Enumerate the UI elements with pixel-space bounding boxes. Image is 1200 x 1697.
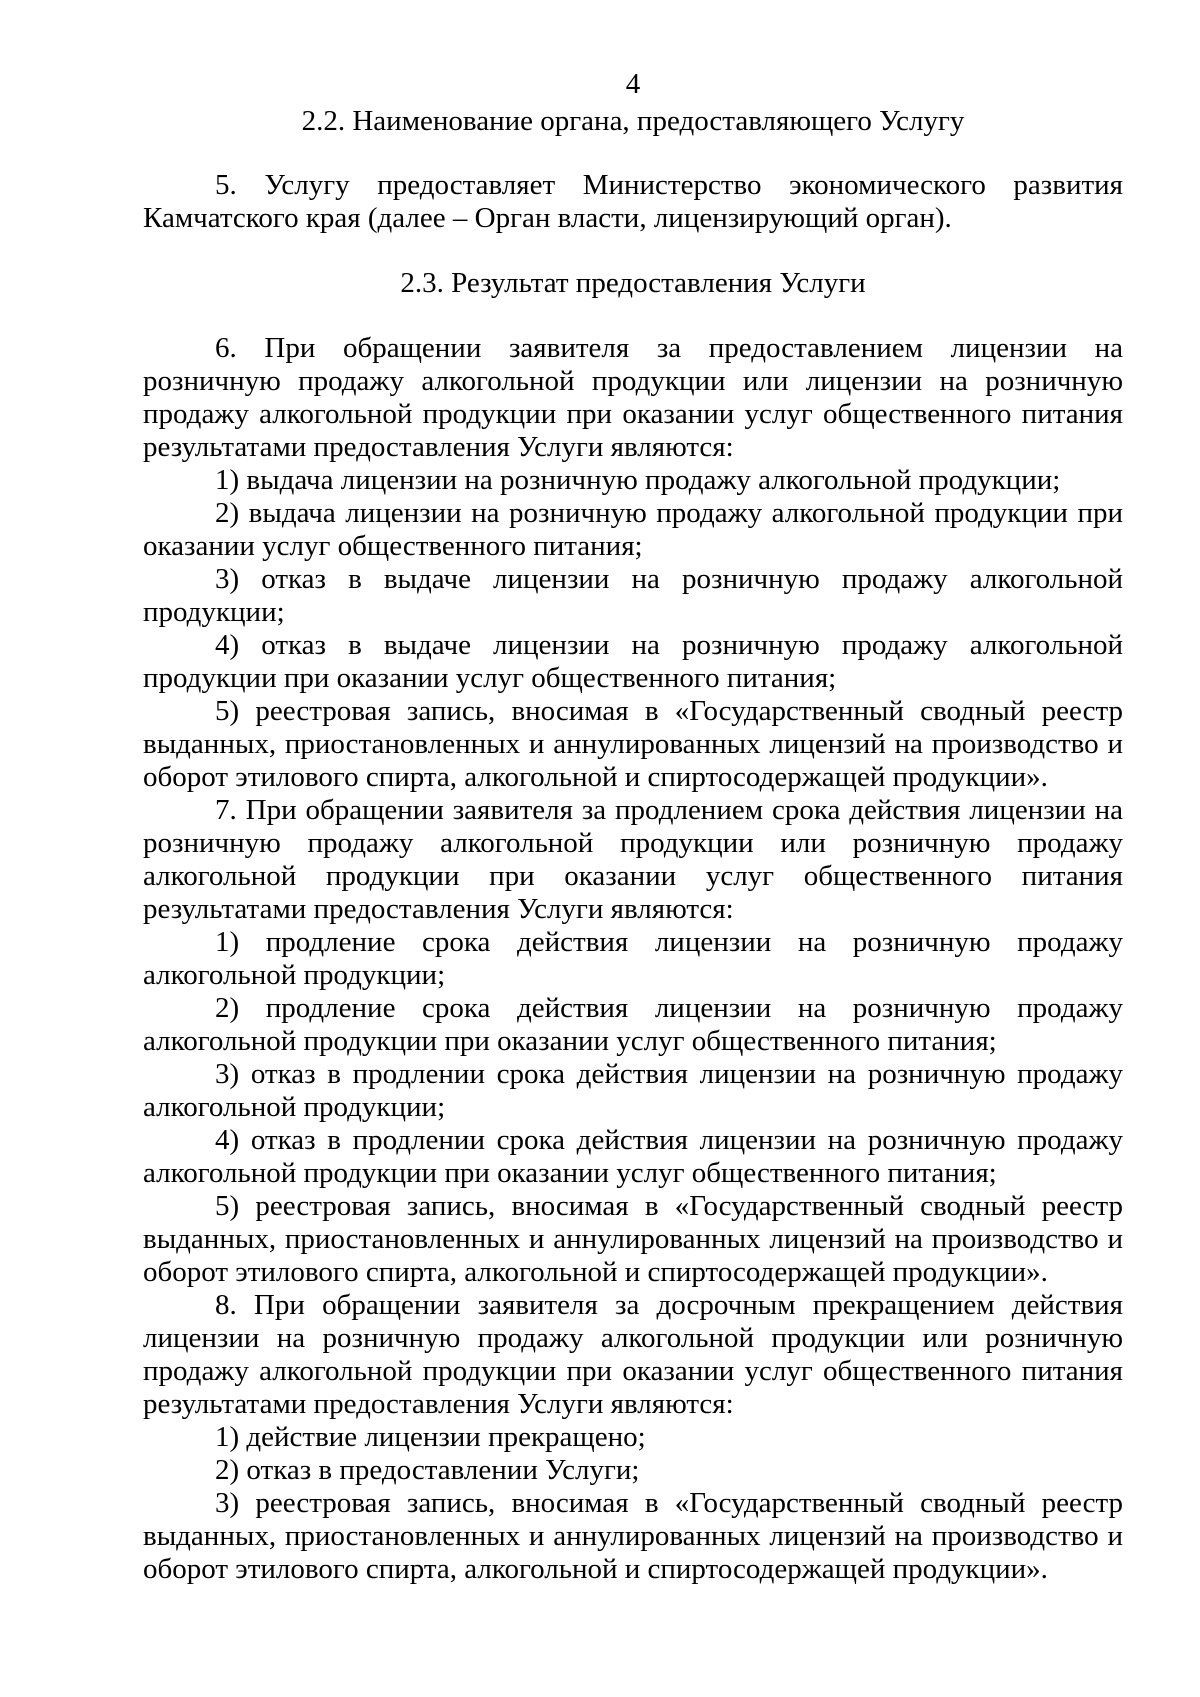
paragraph-item-6: 6. При обращении заявителя за предоставлением лицензии на розничную продажу алкогольной продукции или лицензии на розничную продажу алкогольной продукции при оказании услуг общественного питания результатами предоставления Услуги являются: — [143, 332, 1123, 463]
paragraph-item-8-3: 3) реестровая запись, вносимая в «Государственный сводный реестр выданных, приостановленных и аннулированных лицензий на производство и оборот этилового спирта, алкогольной и спиртосодержащей продукции». — [143, 1487, 1123, 1585]
paragraph-item-7-1: 1) продление срока действия лицензии на розничную продажу алкогольной продукции; — [143, 926, 1123, 991]
page-number: 4 — [625, 68, 641, 100]
paragraph-item-6-5: 5) реестровая запись, вносимая в «Государственный сводный реестр выданных, приостановленных и аннулированных лицензий на производство и оборот этилового спирта, алкогольной и спиртосодержащей продукции». — [143, 695, 1123, 793]
section-heading-2-2: 2.2. Наименование органа, предоставляющего Услугу — [301, 105, 965, 137]
paragraph-item-7: 7. При обращении заявителя за продлением срока действия лицензии на розничную продажу алкогольной продукции или розничную продажу алкогольной продукции при оказании услуг общественного питания результатами предоставления Услуги являются: — [143, 794, 1123, 925]
paragraph-item-7-5: 5) реестровая запись, вносимая в «Государственный сводный реестр выданных, приостановленных и аннулированных лицензий на производство и оборот этилового спирта, алкогольной и спиртосодержащей продукции». — [143, 1190, 1123, 1288]
paragraph-item-7-3: 3) отказ в продлении срока действия лицензии на розничную продажу алкогольной продукции; — [143, 1058, 1123, 1123]
paragraph-item-7-2: 2) продление срока действия лицензии на розничную продажу алкогольной продукции при оказании услуг общественного питания; — [143, 992, 1123, 1057]
paragraph-item-8-1: 1) действие лицензии прекращено; — [215, 1421, 646, 1453]
paragraph-item-6-2: 2) выдача лицензии на розничную продажу алкогольной продукции при оказании услуг общественного питания; — [143, 497, 1123, 562]
page-content — [143, 68, 1123, 1586]
spacer — [143, 235, 1123, 267]
paragraph-item-8-2: 2) отказ в предоставлении Услуги; — [215, 1454, 640, 1486]
spacer — [143, 300, 1123, 332]
paragraph-item-7-4: 4) отказ в продлении срока действия лицензии на розничную продажу алкогольной продукции при оказании услуг общественного питания; — [143, 1124, 1123, 1189]
paragraph-item-6-3: 3) отказ в выдаче лицензии на розничную продажу алкогольной продукции; — [143, 563, 1123, 628]
section-heading-2-3: 2.3. Результат предоставления Услуги — [400, 267, 866, 299]
paragraph-item-8: 8. При обращении заявителя за досрочным прекращением действия лицензии на розничную продажу алкогольной продукции или розничную продажу алкогольной продукции при оказании услуг общественного питания результатами предоставления Услуги являются: — [143, 1289, 1123, 1420]
paragraph-item-6-1: 1) выдача лицензии на розничную продажу алкогольной продукции; — [215, 464, 1061, 496]
paragraph-item-6-4: 4) отказ в выдаче лицензии на розничную продажу алкогольной продукции при оказании услуг общественного питания; — [143, 629, 1123, 694]
paragraph-item-5: 5. Услугу предоставляет Министерство экономического развития Камчатского края (далее – Орган власти, лицензирующий орган). — [143, 169, 1123, 234]
spacer — [143, 138, 1123, 169]
